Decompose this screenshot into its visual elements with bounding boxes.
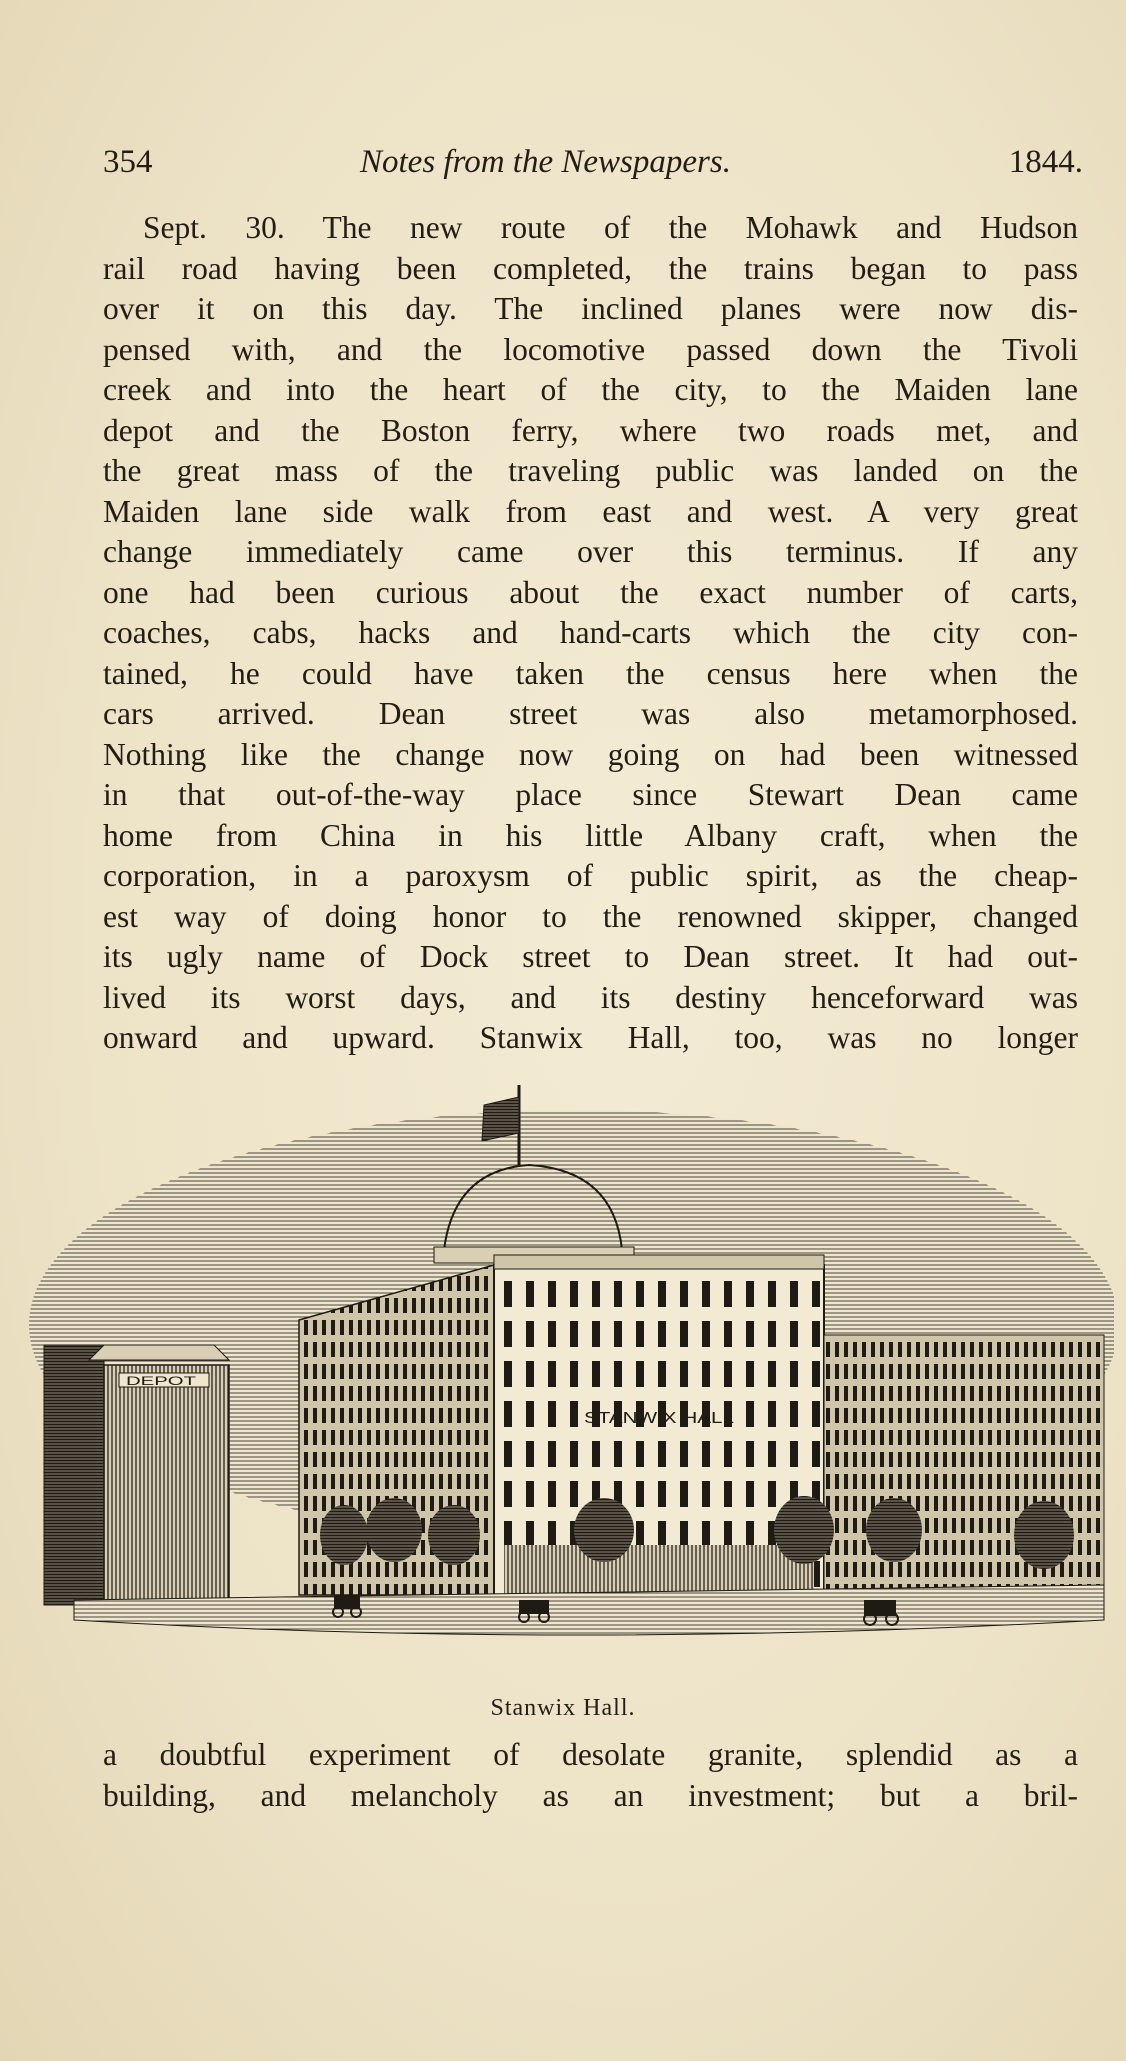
continuation-paragraph xyxy=(103,1735,1078,1816)
text-line: cars arrived. Dean street was also metamorphosed. xyxy=(103,696,1078,731)
running-year: 1844. xyxy=(1008,144,1083,180)
text-line: est way of doing honor to the renowned skipper, changed xyxy=(103,898,1078,934)
text-line: over it on this day. The inclined planes were now dis- xyxy=(103,291,1078,326)
text-line: coaches, cabs, hacks and hand-carts which the city con- xyxy=(103,615,1078,650)
text-line: corporation, in a paroxysm of public spirit, as the cheap- xyxy=(103,858,1078,893)
stanwix-hall-engraving xyxy=(14,1075,1114,1665)
running-title: Notes from the Newspapers. xyxy=(360,144,731,180)
illustration-caption: Stanwix Hall. xyxy=(490,1695,636,1721)
text-line: one had been curious about the exact number of carts, xyxy=(103,574,1078,610)
right-building xyxy=(824,1335,1104,1605)
text-line: Maiden lane side walk from east and west. A very great xyxy=(103,493,1078,529)
depot-building xyxy=(44,1345,229,1605)
text-line: change immediately came over this terminus. If any xyxy=(103,534,1078,569)
stanwix-hall-facade xyxy=(494,1255,824,1595)
main-paragraph xyxy=(103,208,1078,1059)
text-line: creek and into the heart of the city, to the Maiden lane xyxy=(103,372,1078,407)
text-line: home from China in his little Albany craft, when the xyxy=(103,817,1078,853)
running-head xyxy=(103,144,1083,194)
text-line: pensed with, and the locomotive passed down the Tivoli xyxy=(103,331,1078,367)
text-line: its ugly name of Dock street to Dean street. It had out- xyxy=(103,939,1078,974)
text-line: building, and melancholy as an investment; but a bril- xyxy=(103,1777,1078,1813)
text-line: rail road having been completed, the trains began to pass xyxy=(103,250,1078,286)
text-line: depot and the Boston ferry, where two roads met, and xyxy=(103,412,1078,448)
text-line: Nothing like the change now going on had been witnessed xyxy=(103,736,1078,772)
depot-sign: DEPOT xyxy=(126,1374,198,1388)
text-line: tained, he could have taken the census here when the xyxy=(103,655,1078,691)
text-line: Sept. 30. The new route of the Mohawk and Hudson xyxy=(143,210,1078,245)
text-line: lived its worst days, and its destiny henceforward was xyxy=(103,979,1078,1015)
text-line: onward and upward. Stanwix Hall, too, was no longer xyxy=(103,1020,1078,1055)
building-sign: STANWIX HALL xyxy=(584,1410,735,1427)
text-line: the great mass of the traveling public was landed on the xyxy=(103,453,1078,488)
text-line: a doubtful experiment of desolate granite, splendid as a xyxy=(103,1737,1078,1772)
text-line: in that out-of-the-way place since Stewart Dean came xyxy=(103,777,1078,812)
page-number: 354 xyxy=(103,144,153,180)
